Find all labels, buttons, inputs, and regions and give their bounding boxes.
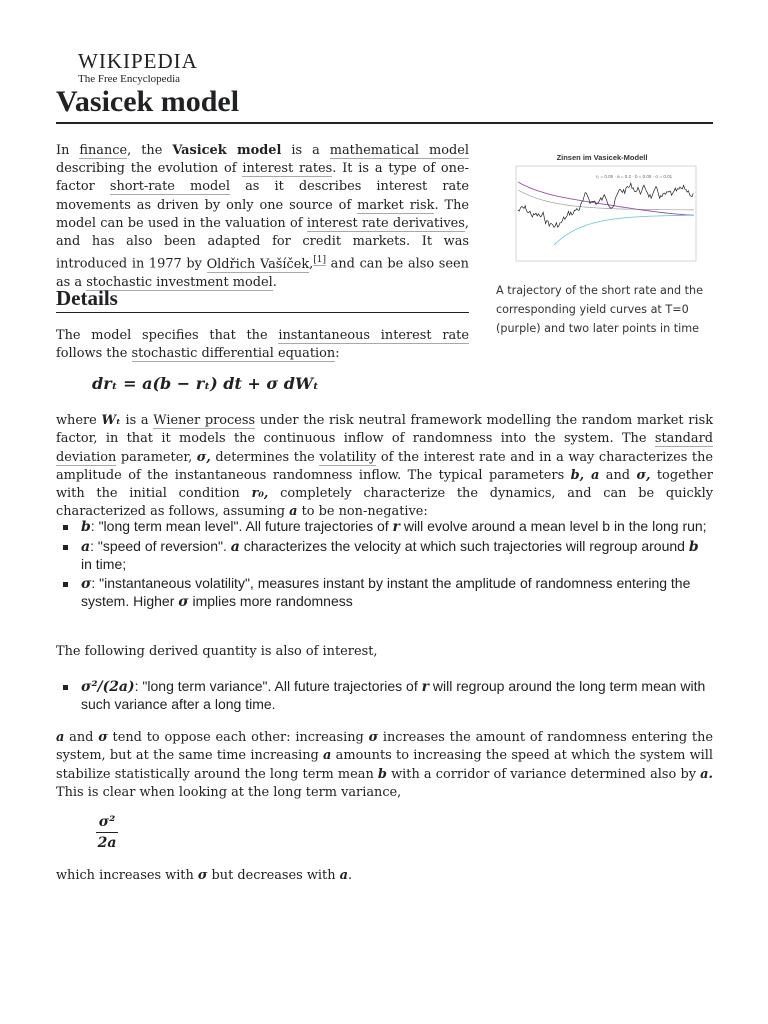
section-heading-details: Details [56,285,469,313]
link-wiener-process[interactable]: Wiener process [153,413,256,428]
link-instantaneous-interest-rate[interactable]: instantaneous interest rate [278,328,469,343]
derived-quantity-list [60,678,710,715]
page-title: Vasicek model [56,82,713,124]
details-paragraph-4: a and σ tend to oppose each other: increasing σ increases the amount of randomness entering the system, but at the same time increasing a amounts to increasing the speed at which the system will stabilize statistically around the long term mean b with a corridor of variance determined also by a. This is clear when looking at the long term variance, [56,730,714,800]
link-stochastic-investment-model[interactable]: stochastic investment model [86,274,273,290]
link-standard-deviation[interactable]: standard deviation [56,431,713,465]
reference-1[interactable]: [1] [313,255,327,266]
link-short-rate-model[interactable]: short-rate model [109,179,230,195]
figure-vasicek-trajectory[interactable] [496,150,708,275]
list-item: a: "speed of reversion". a characterizes the velocity at which such trajectories will regroup around b in time; [60,538,710,573]
details-paragraph-3: The following derived quantity is also of interest, [56,644,378,659]
list-item: b: "long term mean level". All future trajectories of r will evolve around a mean level b in the long run; [60,518,710,536]
link-market-risk[interactable]: market risk [357,197,435,213]
figure-caption: A trajectory of the short rate and the corresponding yield curves at T=0 (purple) and two later points in time [496,284,704,335]
link-volatility[interactable]: volatility [319,449,377,465]
link-oldrich-vasicek[interactable]: Oldřich Vašíček [206,256,310,272]
intro-paragraph: In finance, the Vasicek model is a mathematical model describing the evolution of interest rates. It is a type of one-factor short-rate model as it describes interest rate movements as driven by only one source of market risk. The model can be used in the valuation of interest rate derivatives, and has also been adapted for credit markets. It was introduced in 1977 by Oldřich Vašíček,[1] and can be also seen as a stochastic investment model. [56,143,470,290]
figure-title: Zinsen im Vasicek-Modell [556,153,648,162]
list-item: σ: "instantaneous volatility", measures instant by instant the amplitude of randomness entering the system. Higher σ implies more randomness [60,575,710,611]
yield-curve-cyan [554,215,694,245]
parameter-list [60,518,710,613]
figure-chart [496,150,708,275]
link-stochastic-differential-equation[interactable]: stochastic differential equation [131,346,336,362]
tagline: The Free Encyclopedia [78,73,181,85]
link-mathematical-model[interactable]: mathematical model [329,143,469,158]
wordmark: WIKIPEDIA [78,49,198,73]
list-item: σ²/(2a): "long term variance". All future trajectories of r will regroup around the long term mean with such variance after a long time. [60,678,710,713]
figure-series [518,182,694,245]
details-paragraph-5: which increases with σ but decreases with a. [56,868,353,883]
link-interest-rates[interactable]: interest rates [242,161,333,177]
variance-fraction: $\frac{\text{σ²}}{2a}$ [97,814,117,851]
details-paragraph-1: The model specifies that the instantaneous interest rate follows the stochastic differential equation: [56,328,469,362]
figure-legend: r₀ = 0.05 · a = 0.2 · b = 0.05 · σ = 0.01 [595,174,673,179]
sde-equation: drₜ = a(b − rₜ) dt + σ dWₜ [92,374,319,393]
link-interest-rate-derivatives[interactable]: interest rate derivatives [306,215,465,231]
link-finance[interactable]: finance [79,143,128,158]
details-paragraph-2: where Wₜ is a Wiener process under the risk neutral framework modelling the random market risk factor, in that it models the continuous inflow of randomness into the system. The standard deviation parameter, σ, determines the volatility of the interest rate and in a way characterizes the amplitude of the instantaneous randomness inflow. The typical parameters b, a and σ, together with the initial condition r₀, completely characterize the dynamics, and can be quickly characterized as follows, assuming a to be non-negative: [56,413,714,520]
wikipedia-logo[interactable] [78,50,198,86]
